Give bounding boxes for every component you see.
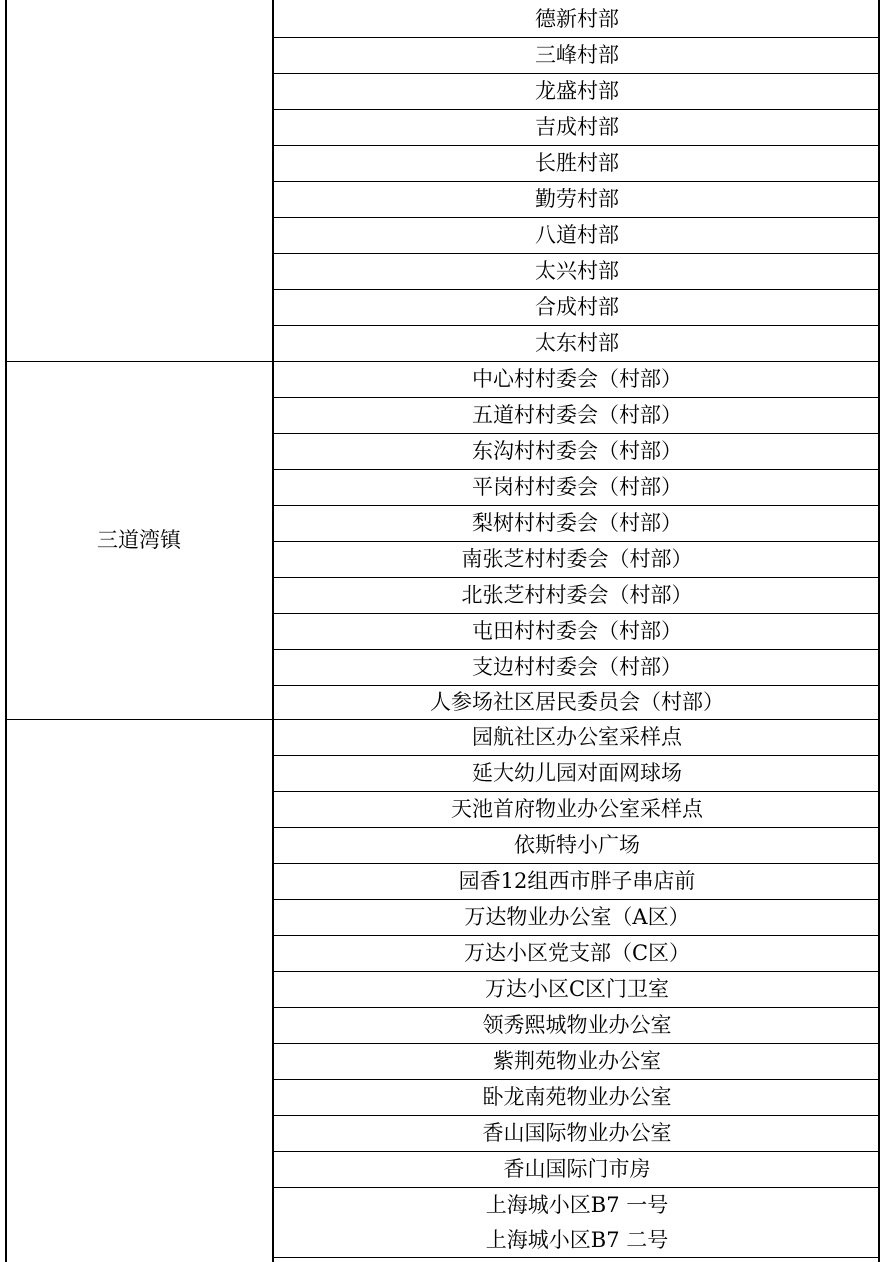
table-cell-location: 南张芝村村委会（村部） — [461, 547, 693, 571]
table-cell-location: 香山国际门市房 — [503, 1157, 651, 1181]
table-cell-location: 延大幼儿园对面网球场 — [472, 761, 682, 785]
table-cell-location: 园航社区办公室采样点 — [472, 725, 682, 749]
table-cell-location: 园香12组西市胖子串店前 — [458, 869, 696, 893]
table-cell-location: 太兴村部 — [535, 259, 619, 283]
table-cell-location: 龙盛村部 — [535, 79, 619, 103]
table-cell-location: 紫荆苑物业办公室 — [493, 1049, 661, 1073]
table-cell-location: 长胜村部 — [535, 151, 619, 175]
table-cell-location: 领秀熙城物业办公室 — [482, 1013, 672, 1037]
table-cell-location: 人参场社区居民委员会（村部） — [430, 690, 724, 714]
table-cell-location: 合成村部 — [535, 295, 619, 319]
town-name-cell: 三道湾镇 — [97, 527, 181, 552]
table-cell-location: 平岗村村委会（村部） — [472, 475, 682, 499]
table-cell-location: 中心村村委会（村部） — [472, 367, 682, 391]
table-column-divider — [272, 0, 274, 1262]
table-cell-location: 香山国际物业办公室 — [482, 1121, 672, 1145]
table-cell-location: 万达小区C区门卫室 — [484, 977, 670, 1001]
table-cell-location: 卧龙南苑物业办公室 — [482, 1085, 672, 1109]
table-cell-location: 屯田村村委会（村部） — [472, 619, 682, 643]
table-cell-location: 三峰村部 — [535, 43, 619, 67]
table-cell-location: 万达物业办公室（A区） — [464, 905, 690, 929]
table-cell-location: 德新村部 — [535, 7, 619, 31]
table-cell-location: 东沟村村委会（村部） — [472, 439, 682, 463]
row-divider — [272, 1257, 880, 1258]
table-cell-location: 勤劳村部 — [535, 187, 619, 211]
table-cell-location: 五道村村委会（村部） — [472, 403, 682, 427]
table-cell-location: 太东村部 — [535, 331, 619, 355]
table-cell-location: 八道村部 — [535, 223, 619, 247]
table-cell-location: 上海城小区B7 二号 — [485, 1227, 669, 1252]
table-cell-location: 北张芝村村委会（村部） — [461, 583, 693, 607]
table-cell-location: 支边村村委会（村部） — [472, 655, 682, 679]
table-cell-location: 吉成村部 — [535, 115, 619, 139]
table-cell-location: 梨树村村委会（村部） — [472, 511, 682, 535]
table-cell-location: 上海城小区B7 一号 — [485, 1192, 669, 1217]
table-cell-location: 天池首府物业办公室采样点 — [451, 797, 703, 821]
table-cell-location: 万达小区党支部（C区） — [463, 941, 691, 965]
table-cell-location: 依斯特小广场 — [514, 833, 640, 857]
